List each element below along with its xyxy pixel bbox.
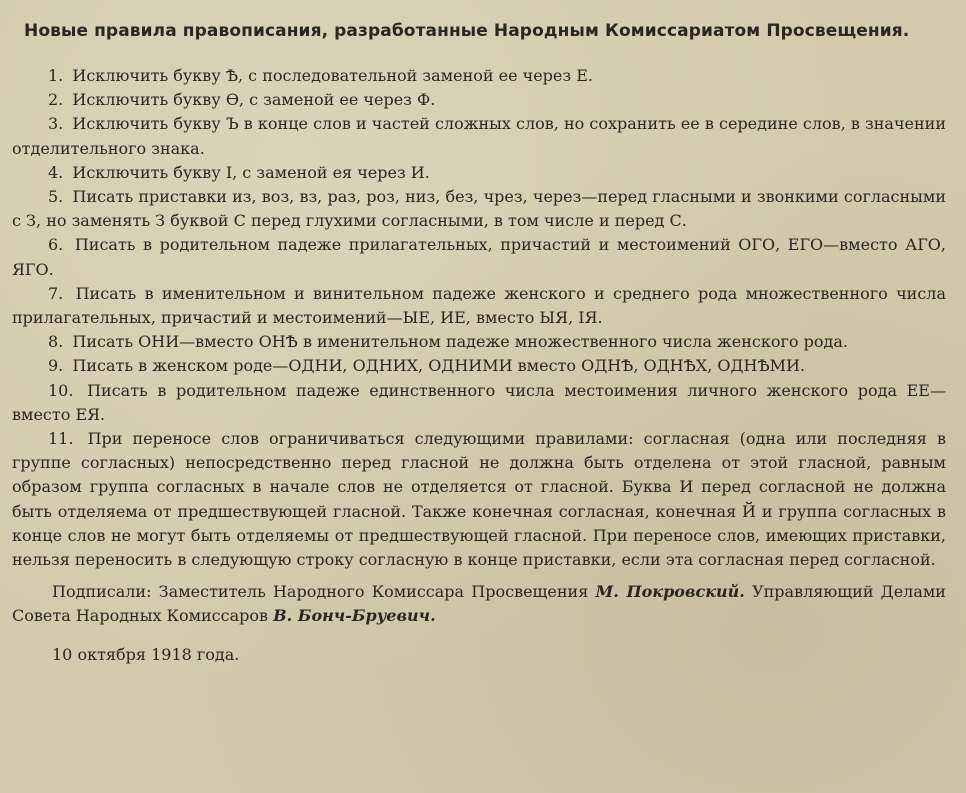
rule-number: 5. xyxy=(48,187,64,207)
rule-number: 3. xyxy=(48,114,64,134)
rule-text: Писать ОНИ—вместо ОНѢ в именительном падеже множественного числа женского рода. xyxy=(72,332,848,352)
rule-item-10 xyxy=(12,379,946,427)
rule-text: Писать в родительном падеже прилагательных, причастий и местоимений ОГО, ЕГО—вместо АГО, ЯГО. xyxy=(12,235,946,279)
signature-prefix: Подписали: Заместитель Народного Комиссара Просвещения xyxy=(52,582,589,602)
rule-text: Писать в женском роде—ОДНИ, ОДНИХ, ОДНИМИ вместо ОДНѢ, ОДНѢХ, ОДНѢМИ. xyxy=(72,356,806,376)
rule-item-1 xyxy=(12,64,946,88)
rule-item-5 xyxy=(12,185,946,233)
signatory-name-1: М. Покровский. xyxy=(595,582,745,602)
rule-number: 1. xyxy=(48,66,64,85)
rule-text: Исключить букву Ѳ, с заменой ее через Ф. xyxy=(72,90,436,110)
signature-middle: Управляющий Делами Совета Народных Комиссаров xyxy=(12,582,946,626)
rule-text: Писать приставки из, воз, вз, раз, роз, низ, без, чрез, через—перед гласными и звонкими согласными с З, но заменять З буквой С перед глухими согласными, в том числе и перед С. xyxy=(12,187,947,231)
signatory-name-2: В. Бонч-Бруевич. xyxy=(273,606,436,626)
rule-item-9 xyxy=(12,354,946,378)
rule-number: 8. xyxy=(48,332,64,352)
rule-item-2 xyxy=(12,88,946,112)
rule-item-6 xyxy=(12,233,946,281)
rule-item-11 xyxy=(12,427,946,572)
rule-number: 2. xyxy=(48,90,64,110)
rule-number: 9. xyxy=(48,356,64,376)
rule-item-7 xyxy=(12,282,946,330)
rule-text: Исключить букву Ъ в конце слов и частей сложных слов, но сохранить ее в середине слов, в значении отделительного знака. xyxy=(12,114,947,158)
rule-text: Исключить букву Ѣ, с последовательной заменой ее через Е. xyxy=(72,66,593,85)
rule-item-4 xyxy=(12,161,946,185)
document-date: 10 октября 1918 года. xyxy=(52,644,240,664)
rule-item-3 xyxy=(12,112,946,160)
signature-block xyxy=(12,580,946,628)
rule-text: Писать в родительном падеже единственного числа местоимения личного женского рода ЕЕ—вместо ЕЯ. xyxy=(12,380,946,424)
rule-number: 7. xyxy=(48,283,64,303)
rule-text: При переносе слов ограничиваться следующими правилами: согласная (одна или последняя в группе согласных) непосредственно перед гласной не должна быть отделена от этой гласной, равным образом группа согласных в начале слов не отделяется от гласной. Буква И перед согласной не должна быть отделяема от предшествующей гласной. Также конечная согласная, конечная Й и группа согласных в конце слов не могут быть отделяемы от предшествующей гласной. При переносе слов, имеющих приставки, нельзя переносить в следующую строку согласную в конце приставки, если эта согласная перед согласной. xyxy=(12,429,946,570)
rule-number: 10. xyxy=(48,380,74,400)
rule-text: Исключить букву І, с заменой ея через И. xyxy=(72,162,430,182)
rule-number: 6. xyxy=(48,235,64,255)
rule-item-8 xyxy=(12,330,946,354)
rule-number: 11. xyxy=(48,429,74,449)
rule-number: 4. xyxy=(48,162,64,182)
rule-text: Писать в именительном и винительном падеже женского и среднего рода множественного числа прилагательных, причастий и местоимений—ЫЕ, ИЕ, вместо ЫЯ, ІЯ. xyxy=(12,283,946,328)
rules-list xyxy=(12,64,946,572)
document-title: Новые правила правописания, разработанные Народным Комиссариатом Просвещения. xyxy=(24,21,910,41)
